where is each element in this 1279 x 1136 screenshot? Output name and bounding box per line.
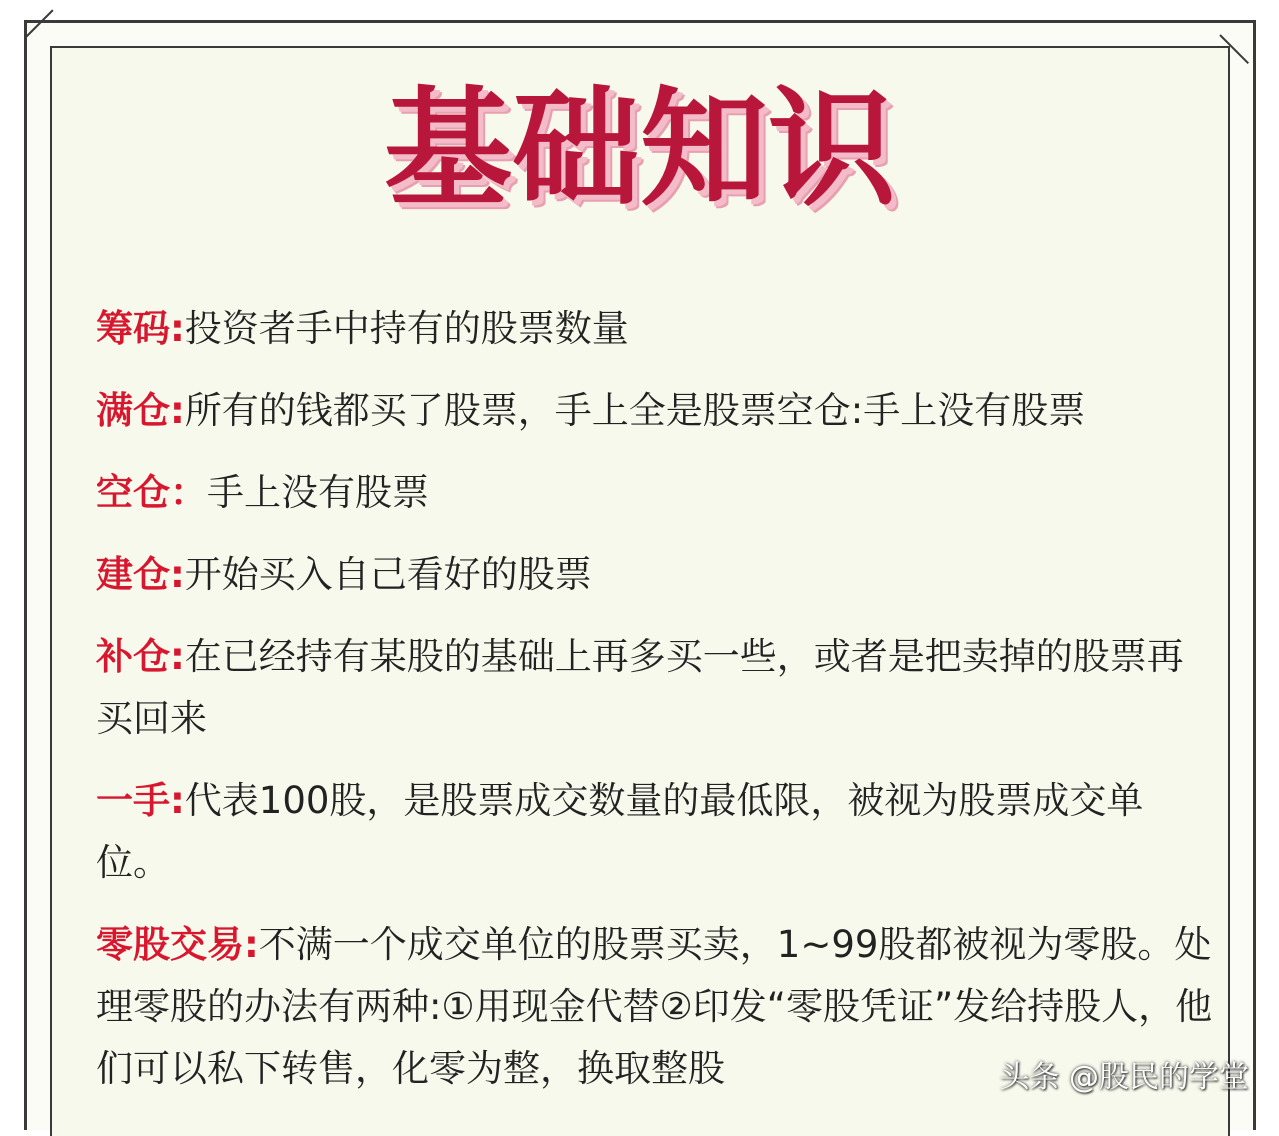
glossary-entry-yishou <box>96 770 1216 894</box>
glossary-entry-kongcang <box>96 462 1216 524</box>
term-definition: 开始买入自己看好的股票 <box>185 553 592 596</box>
glossary-list <box>96 298 1216 1120</box>
page-title: 基础知识 <box>50 80 1230 220</box>
source-watermark: 头条 @股民的学堂 <box>999 1052 1249 1096</box>
term-definition: 代表100股，是股票成交数量的最低限，被视为股票成交单位。 <box>96 779 1143 884</box>
glossary-entry-bucang <box>96 626 1216 750</box>
term-label: 零股交易: <box>96 923 259 966</box>
glossary-entry-chouma <box>96 298 1216 360</box>
term-label: 空仓： <box>96 471 207 514</box>
glossary-entry-jiancang <box>96 544 1216 606</box>
term-label: 筹码: <box>96 307 185 350</box>
term-definition: 不满一个成交单位的股票买卖，1~99股都被视为零股。处理零股的办法有两种:①用现金代替②印发“零股凭证”发给持股人，他们可以私下转售，化零为整，换取整股 <box>96 923 1212 1090</box>
term-label: 补仓: <box>96 635 185 678</box>
term-definition: 所有的钱都买了股票，手上全是股票空仓:手上没有股票 <box>185 389 1085 432</box>
term-definition: 投资者手中持有的股票数量 <box>185 307 629 350</box>
glossary-entry-mancang <box>96 380 1216 442</box>
term-label: 一手: <box>96 779 185 822</box>
term-label: 满仓: <box>96 389 185 432</box>
term-label: 建仓: <box>96 553 185 596</box>
term-definition: 在已经持有某股的基础上再多买一些，或者是把卖掉的股票再买回来 <box>96 635 1184 740</box>
card-content <box>50 46 1230 1122</box>
term-definition: 手上没有股票 <box>207 471 429 514</box>
